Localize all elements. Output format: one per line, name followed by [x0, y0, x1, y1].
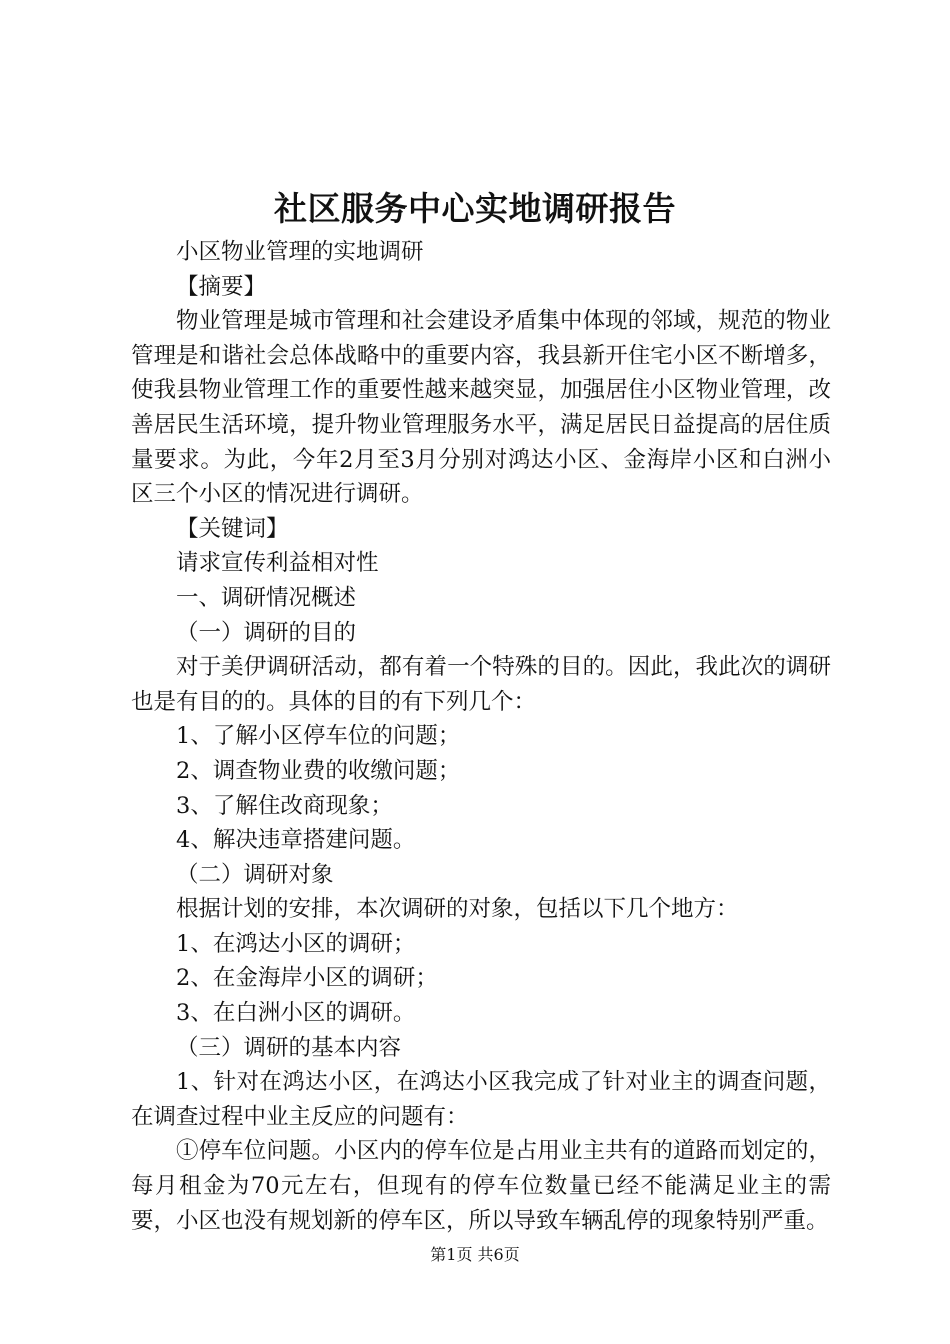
document-title: 社区服务中心实地调研报告	[274, 189, 676, 228]
content-paragraph-2: ①停车位问题。小区内的停车位是占用业主共有的道路而划定的，每月租金为70元左右，但现有的停车位数量已经不能满足业主的需要，小区也没有规划新的停车区，所以导致车辆乱停的现象特别严重。	[131, 1138, 831, 1234]
purpose-paragraph: 对于美伊调研活动，都有着一个特殊的目的。因此，我此次的调研也是有目的的。具体的目的有下列几个：	[131, 654, 831, 715]
purpose-item-2: 2、调查物业费的收缴问题；	[176, 757, 461, 784]
document-body	[131, 235, 831, 1238]
purpose-item-3: 3、了解住改商现象；	[176, 792, 393, 819]
targets-paragraph: 根据计划的安排，本次调研的对象，包括以下几个地方：	[176, 896, 739, 923]
purpose-item-4: 4、解决违章搭建问题。	[176, 827, 416, 854]
subsection-heading-targets: （二）调研对象	[176, 861, 334, 888]
subsection-heading-content: （三）调研的基本内容	[176, 1034, 402, 1061]
page-footer: 第1页 共6页	[430, 1245, 520, 1264]
target-item-1: 1、在鸿达小区的调研；	[176, 930, 416, 957]
target-item-3: 3、在白洲小区的调研。	[176, 1000, 416, 1027]
target-item-2: 2、在金海岸小区的调研；	[176, 965, 438, 992]
abstract-paragraph: 物业管理是城市管理和社会建设矛盾集中体现的邻域，规范的物业管理是和谐社会总体战略中的重要内容，我县新开住宅小区不断增多，使我县物业管理工作的重要性越来越突显，加强居住小区物业管理，改善居民生活环境，提升物业管理服务水平，满足居民日益提高的居住质量要求。为此，今年2月至3月分别对鸿达小区、金海岸小区和白洲小区三个小区的情况进行调研。	[131, 308, 831, 508]
subtitle-paragraph: 小区物业管理的实地调研	[176, 239, 424, 265]
subsection-heading-purpose: （一）调研的目的	[176, 619, 357, 646]
keywords-heading: 【关键词】	[176, 515, 289, 542]
purpose-item-1: 1、了解小区停车位的问题；	[176, 723, 461, 750]
abstract-heading: 【摘要】	[176, 273, 267, 300]
content-paragraph-1: 1、针对在鸿达小区，在鸿达小区我完成了针对业主的调查问题，在调查过程中业主反应的问题有：	[131, 1069, 831, 1130]
keywords-paragraph: 请求宣传利益相对性	[176, 550, 379, 577]
section-heading-1: 一、调研情况概述	[176, 584, 357, 611]
